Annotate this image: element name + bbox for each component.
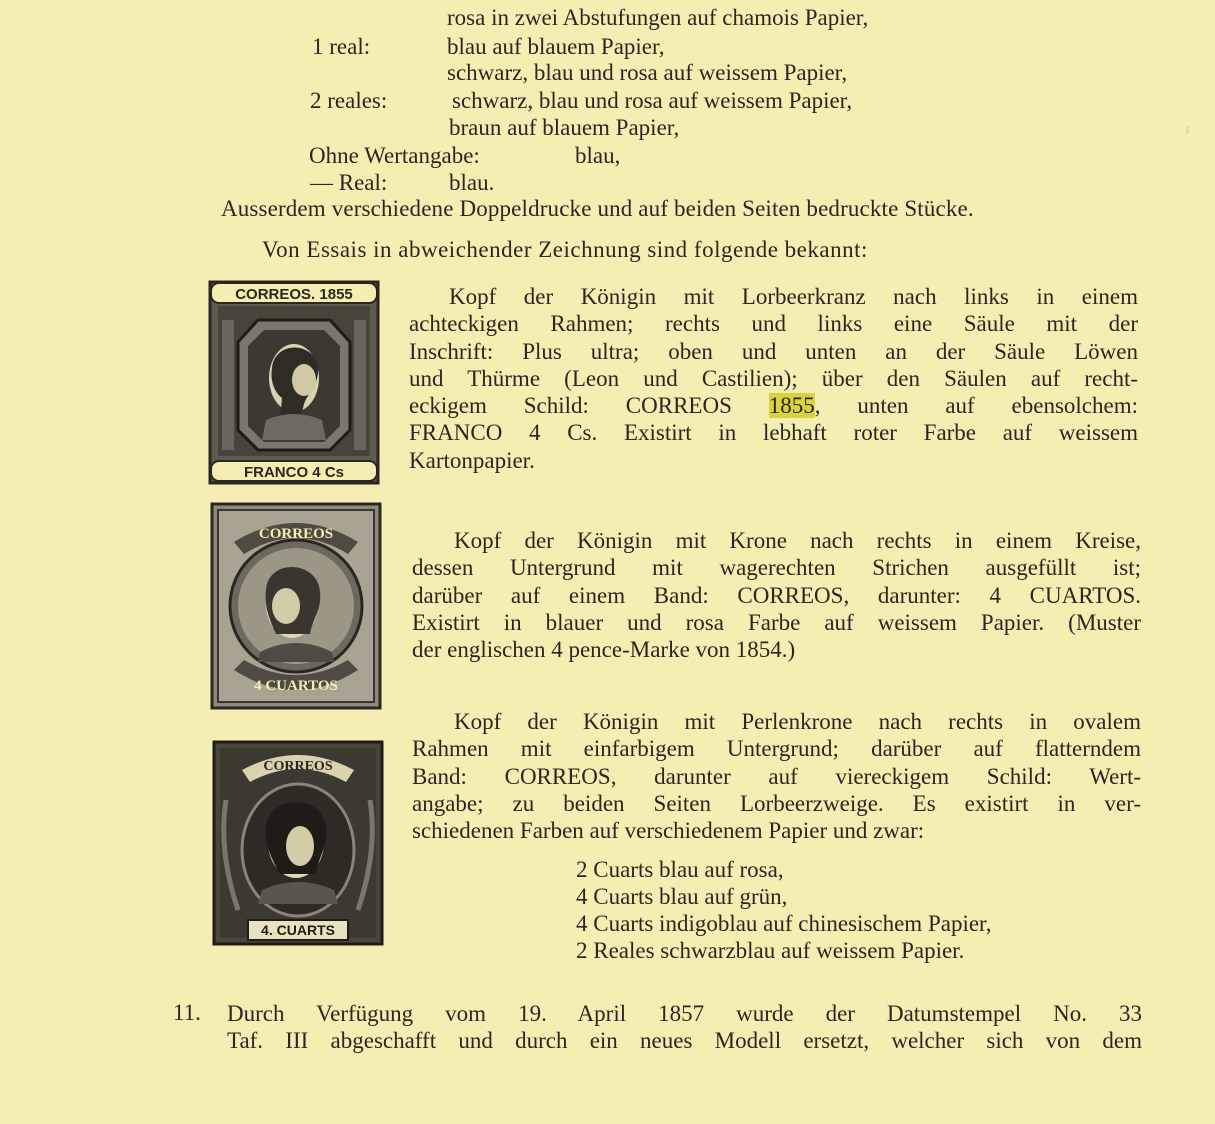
stamp-bottom-text: 4 CUARTOS xyxy=(254,678,338,694)
text-line: schiedenen Farben auf verschiedenem Papier und zwar: xyxy=(412,818,925,844)
text-line: Durch Verfügung vom 19. April 1857 wurde der Datumstempel No. 33 xyxy=(227,1001,1142,1026)
value-item: 2 Cuarts blau auf rosa, xyxy=(576,857,784,882)
essay-2-text xyxy=(412,527,1141,663)
text-line-with-highlight: eckigem Schild: CORREOS 1855, unten auf ebensolchem: xyxy=(409,393,1138,419)
text-line: blau, xyxy=(575,143,621,168)
text-line: FRANCO 4 Cs. Existirt in lebhaft roter Farbe auf weissem xyxy=(409,420,1138,446)
text-line: Band: CORREOS, darunter auf viereckigem Schild: Wert- xyxy=(412,763,1141,789)
text-line: angabe; zu beiden Seiten Lorbeerzweige. Es existirt in ver- xyxy=(412,790,1141,816)
stamp-bottom-text: FRANCO 4 Cs xyxy=(243,464,345,481)
value-item: 2 Reales schwarzblau auf weissem Papier. xyxy=(576,938,965,963)
text-line: braun auf blauem Papier, xyxy=(449,115,680,140)
text-line: und Thürme (Leon und Castilien); über den Säulen auf recht- xyxy=(409,365,1138,391)
section-number: 11. xyxy=(173,1000,201,1025)
stamp-top-text: CORREOS xyxy=(258,526,334,542)
value-label: Ohne Wertangabe: xyxy=(309,143,480,168)
essay-1-text xyxy=(409,283,1138,474)
value-item: 4 Cuarts indigoblau auf chinesischem Papier, xyxy=(576,911,992,936)
text-line: schwarz, blau und rosa auf weissem Papier, xyxy=(447,60,848,85)
section-11-text xyxy=(227,1000,1142,1055)
text-line: dessen Untergrund mit wagerechten Strichen ausgefüllt ist; xyxy=(412,555,1141,581)
value-label: 1 real: xyxy=(312,34,371,59)
text-line: Kartonpapier. xyxy=(409,447,535,473)
stamp-image-1855 xyxy=(208,280,380,485)
text-line: blau. xyxy=(449,170,495,195)
stamp-top-text: CORREOS xyxy=(263,759,333,774)
value-item: 4 Cuarts blau auf grün, xyxy=(576,884,788,909)
text-line: Ausserdem verschiedene Doppeldrucke und auf beiden Seiten bedruckte Stücke. xyxy=(221,196,974,221)
stamp-bottom-text: 4. CUARTS xyxy=(261,922,335,938)
text-line: Von Essais in abweichender Zeichnung sind folgende bekannt: xyxy=(262,237,868,262)
text-line: Kopf der Königin mit Krone nach rechts in einem Kreise, xyxy=(454,528,1141,553)
text-line: blau auf blauem Papier, xyxy=(447,34,665,59)
essay-3-text xyxy=(412,708,1141,844)
text-line: darüber auf einem Band: CORREOS, darunter: 4 CUARTOS. xyxy=(412,582,1141,608)
text-line: Existirt in blauer und rosa Farbe auf weissem Papier. (Muster xyxy=(412,609,1141,635)
search-highlight: 1855 xyxy=(768,393,815,419)
value-label: 2 reales: xyxy=(310,88,388,113)
text-line: Taf. III abgeschafft und durch ein neues Modell ersetzt, welcher sich von dem xyxy=(227,1028,1142,1054)
value-label: — Real: xyxy=(310,170,388,195)
text-line: Kopf der Königin mit Lorbeerkranz nach links in einem xyxy=(449,284,1138,309)
text-line: der englischen 4 pence-Marke von 1854.) xyxy=(412,637,796,663)
text-line: schwarz, blau und rosa auf weissem Papier, xyxy=(452,88,853,113)
text-line: achteckigen Rahmen; rechts und links eine Säule mit der xyxy=(409,311,1138,337)
value-list xyxy=(576,856,992,964)
stamp-image-correos-cuartos xyxy=(210,502,382,710)
text-line: rosa in zwei Abstufungen auf chamois Papier, xyxy=(447,5,869,30)
text-line: Rahmen mit einfarbigem Untergrund; darüber auf flatterndem xyxy=(412,736,1141,762)
text-line: Inschrift: Plus ultra; oben und unten an der Säule Löwen xyxy=(409,338,1138,364)
page-speck xyxy=(1186,126,1189,134)
stamp-top-text: CORREOS. 1855 xyxy=(235,286,353,303)
text-line: Kopf der Königin mit Perlenkrone nach rechts in ovalem xyxy=(454,709,1141,734)
stamp-image-cuartos xyxy=(212,740,384,946)
